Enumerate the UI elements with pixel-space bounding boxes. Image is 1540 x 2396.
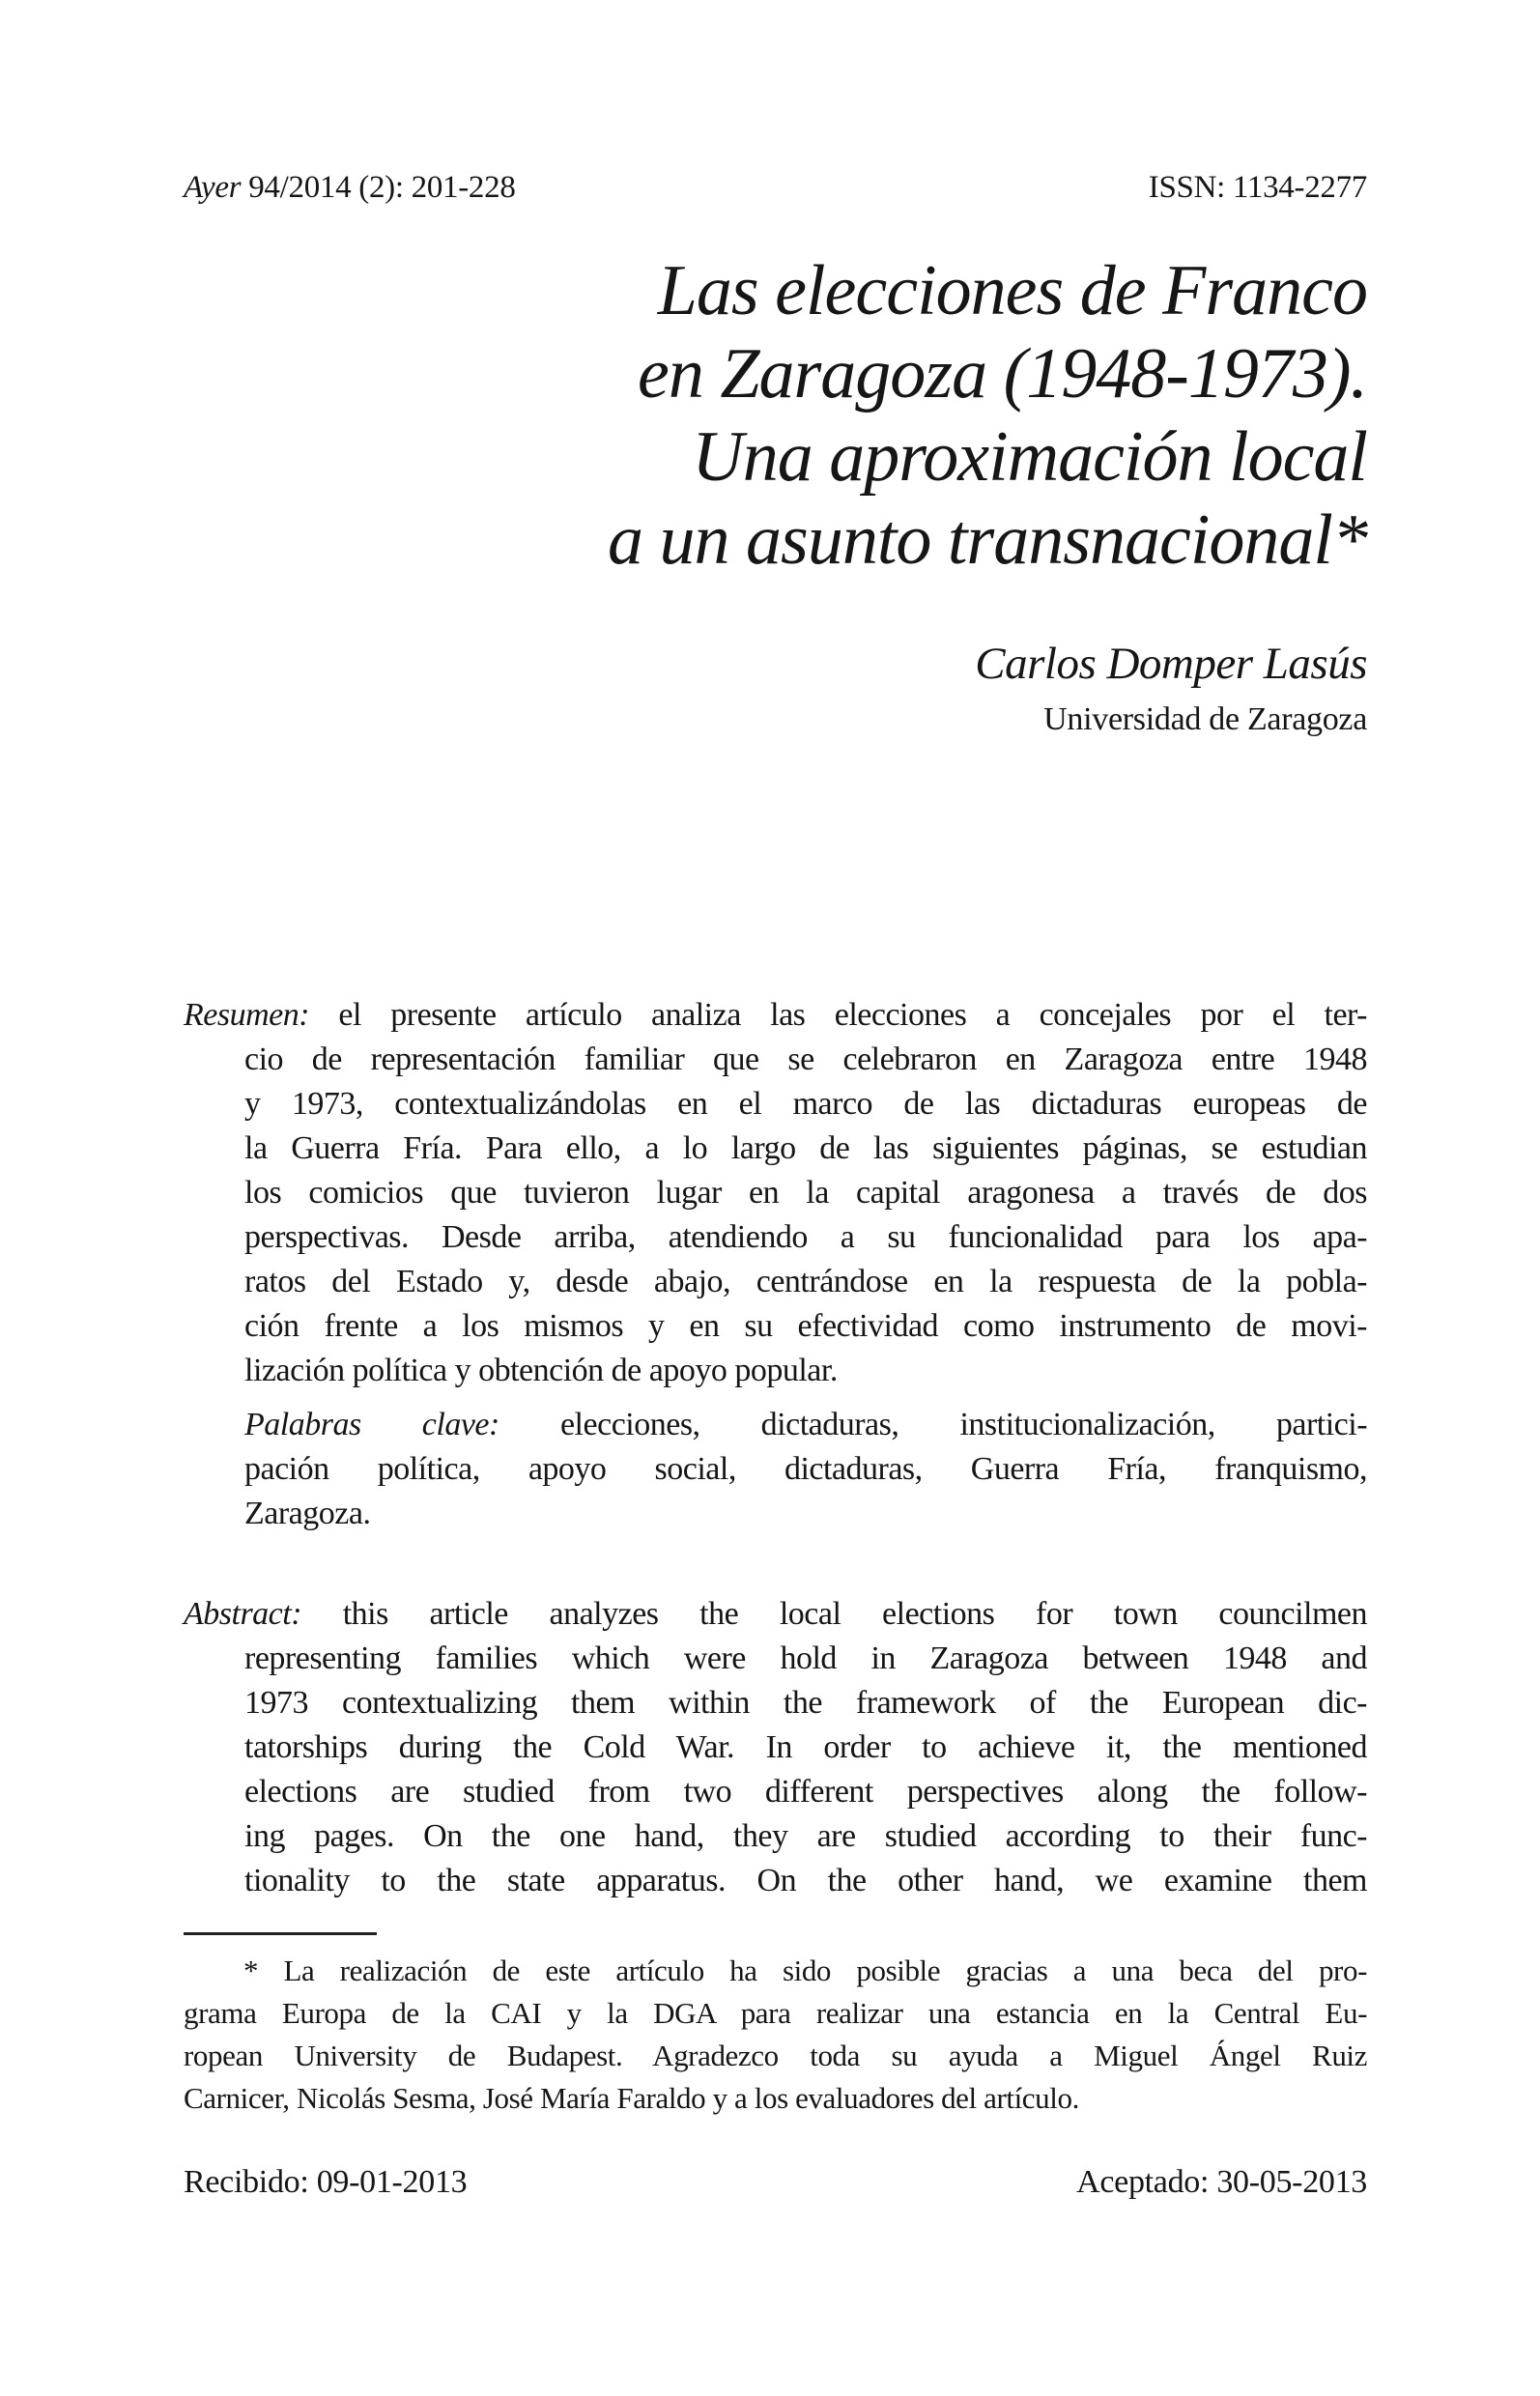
text-line: representing families which were hold in Zaragoza between 1948 and xyxy=(244,1640,1367,1676)
text-line: Carnicer, Nicolás Sesma, José María Faraldo y a los evaluadores del artículo. xyxy=(184,2081,1079,2115)
abstract-body xyxy=(184,1637,1367,1859)
text-line: cio de representación familiar que se celebraron en Zaragoza entre 1948 xyxy=(244,1041,1367,1077)
issn: ISSN: 1134-2277 xyxy=(1148,170,1367,205)
text-line: Resumen: el presente artículo analiza las elecciones a concejales por el ter- xyxy=(184,997,1368,1033)
text-line: en Zaragoza (1948-1973). xyxy=(637,334,1367,414)
text-line: perspectivas. Desde arriba, atendiendo a su funcionalidad para los apa- xyxy=(244,1219,1367,1255)
footnote-rule xyxy=(184,1932,377,1935)
text-line: la Guerra Fría. Para ello, a lo largo de las siguientes páginas, se estudian xyxy=(244,1130,1367,1166)
text-line: tatorships during the Cold War. In order to achieve it, the mentioned xyxy=(244,1729,1367,1765)
journal-header xyxy=(184,170,1367,206)
keywords-label: Palabras clave: xyxy=(244,1407,499,1442)
text-line: ratos del Estado y, desde abajo, centrándose en la respuesta de la pobla- xyxy=(244,1264,1367,1299)
journal-name: Ayer xyxy=(184,170,242,205)
resumen-paragraph xyxy=(184,993,1367,1393)
received-date: Recibido: 09-01-2013 xyxy=(184,2164,468,2200)
abstract-paragraph xyxy=(184,1592,1367,1903)
text-line: * La realización de este artículo ha sido posible gracias a una beca del pro- xyxy=(243,1954,1367,1987)
text-line: ropean University de Budapest. Agradezco toda su ayuda a Miguel Ángel Ruiz xyxy=(184,2039,1367,2072)
text-line: ción frente a los mismos y en su efectividad como instrumento de movi- xyxy=(244,1308,1367,1344)
text-line: 1973 contextualizing them within the framework of the European dic- xyxy=(244,1685,1367,1721)
text-line: los comicios que tuvieron lugar en la capital aragonesa a través de dos xyxy=(244,1175,1367,1211)
text-line: Una aproximación local xyxy=(692,417,1367,497)
text-line: Las elecciones de Franco xyxy=(657,251,1367,330)
footnote-paragraph xyxy=(184,1950,1367,2120)
page-title xyxy=(111,249,1367,582)
resumen-body xyxy=(184,1038,1367,1349)
keywords-body xyxy=(244,1447,1367,1492)
text-line: Zaragoza. xyxy=(244,1496,371,1531)
text-line: ing pages. On the one hand, they are studied according to their func- xyxy=(244,1818,1367,1854)
accepted-date: Aceptado: 30-05-2013 xyxy=(1076,2164,1367,2200)
text-line: pación política, apoyo social, dictaduras, Guerra Fría, franquismo, xyxy=(244,1451,1367,1487)
text-line: elections are studied from two different perspectives along the follow- xyxy=(244,1774,1367,1810)
abstract-label: Abstract: xyxy=(184,1596,302,1632)
author-name: Carlos Domper Lasús xyxy=(975,639,1367,689)
page-footer xyxy=(184,2164,1367,2201)
text-line: tionality to the state apparatus. On the other hand, we examine them xyxy=(244,1863,1367,1898)
keywords-paragraph xyxy=(244,1403,1367,1536)
text-line: a un asunto transnacional* xyxy=(608,500,1367,580)
text-line: grama Europa de la CAI y la DGA para realizar una estancia en la Central Eu- xyxy=(184,1996,1367,2030)
author-affiliation: Universidad de Zaragoza xyxy=(1043,701,1367,737)
resumen-label: Resumen: xyxy=(184,997,310,1033)
text-line: Palabras clave: elecciones, dictaduras, institucionalización, partici- xyxy=(244,1407,1368,1442)
text-line: y 1973, contextualizándolas en el marco de las dictaduras europeas de xyxy=(244,1086,1367,1122)
journal-citation: Ayer 94/2014 (2): 201-228 xyxy=(184,170,516,205)
text-line: Abstract: this article analyzes the local elections for town councilmen xyxy=(184,1596,1368,1632)
text-line: lización política y obtención de apoyo popular. xyxy=(244,1353,838,1388)
